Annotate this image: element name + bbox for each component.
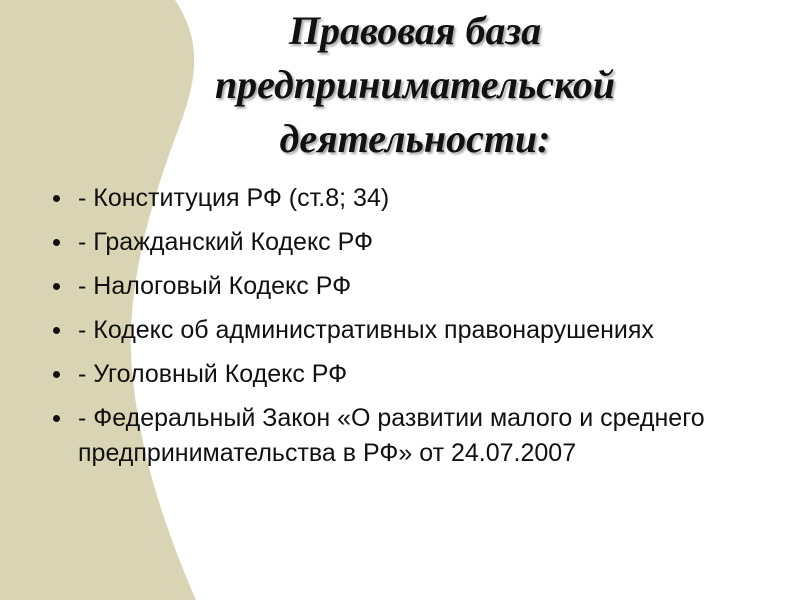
list-item (44, 357, 764, 392)
list-item (44, 269, 764, 304)
list-item (44, 313, 764, 348)
bullet-dot-icon (53, 195, 60, 202)
title-line-2: предпринимательской (214, 62, 616, 107)
slide-title (150, 4, 680, 166)
list-item (44, 181, 764, 216)
list-item (44, 401, 764, 471)
bullet-dot-icon (53, 239, 60, 246)
bullet-dot-icon (53, 371, 60, 378)
list-item (44, 225, 764, 260)
list-item-text: - Кодекс об административных правонарушениях (78, 316, 654, 344)
bullet-list (44, 181, 764, 480)
title-line-3: деятельности: (279, 116, 551, 161)
list-item-text: - Гражданский Кодекс РФ (78, 228, 374, 256)
bullet-dot-icon (53, 415, 60, 422)
bullet-dot-icon (53, 283, 60, 290)
title-line-1: Правовая база (288, 8, 542, 53)
list-item-text: - Федеральный Закон «О развитии малого и среднего предпринимательства в РФ» от 24.07.2007 (78, 404, 705, 467)
list-item-text: - Уголовный Кодекс РФ (78, 360, 348, 388)
list-item-text: - Конституция РФ (ст.8; 34) (78, 184, 390, 212)
list-item-text: - Налоговый Кодекс РФ (78, 272, 352, 300)
bullet-dot-icon (53, 327, 60, 334)
